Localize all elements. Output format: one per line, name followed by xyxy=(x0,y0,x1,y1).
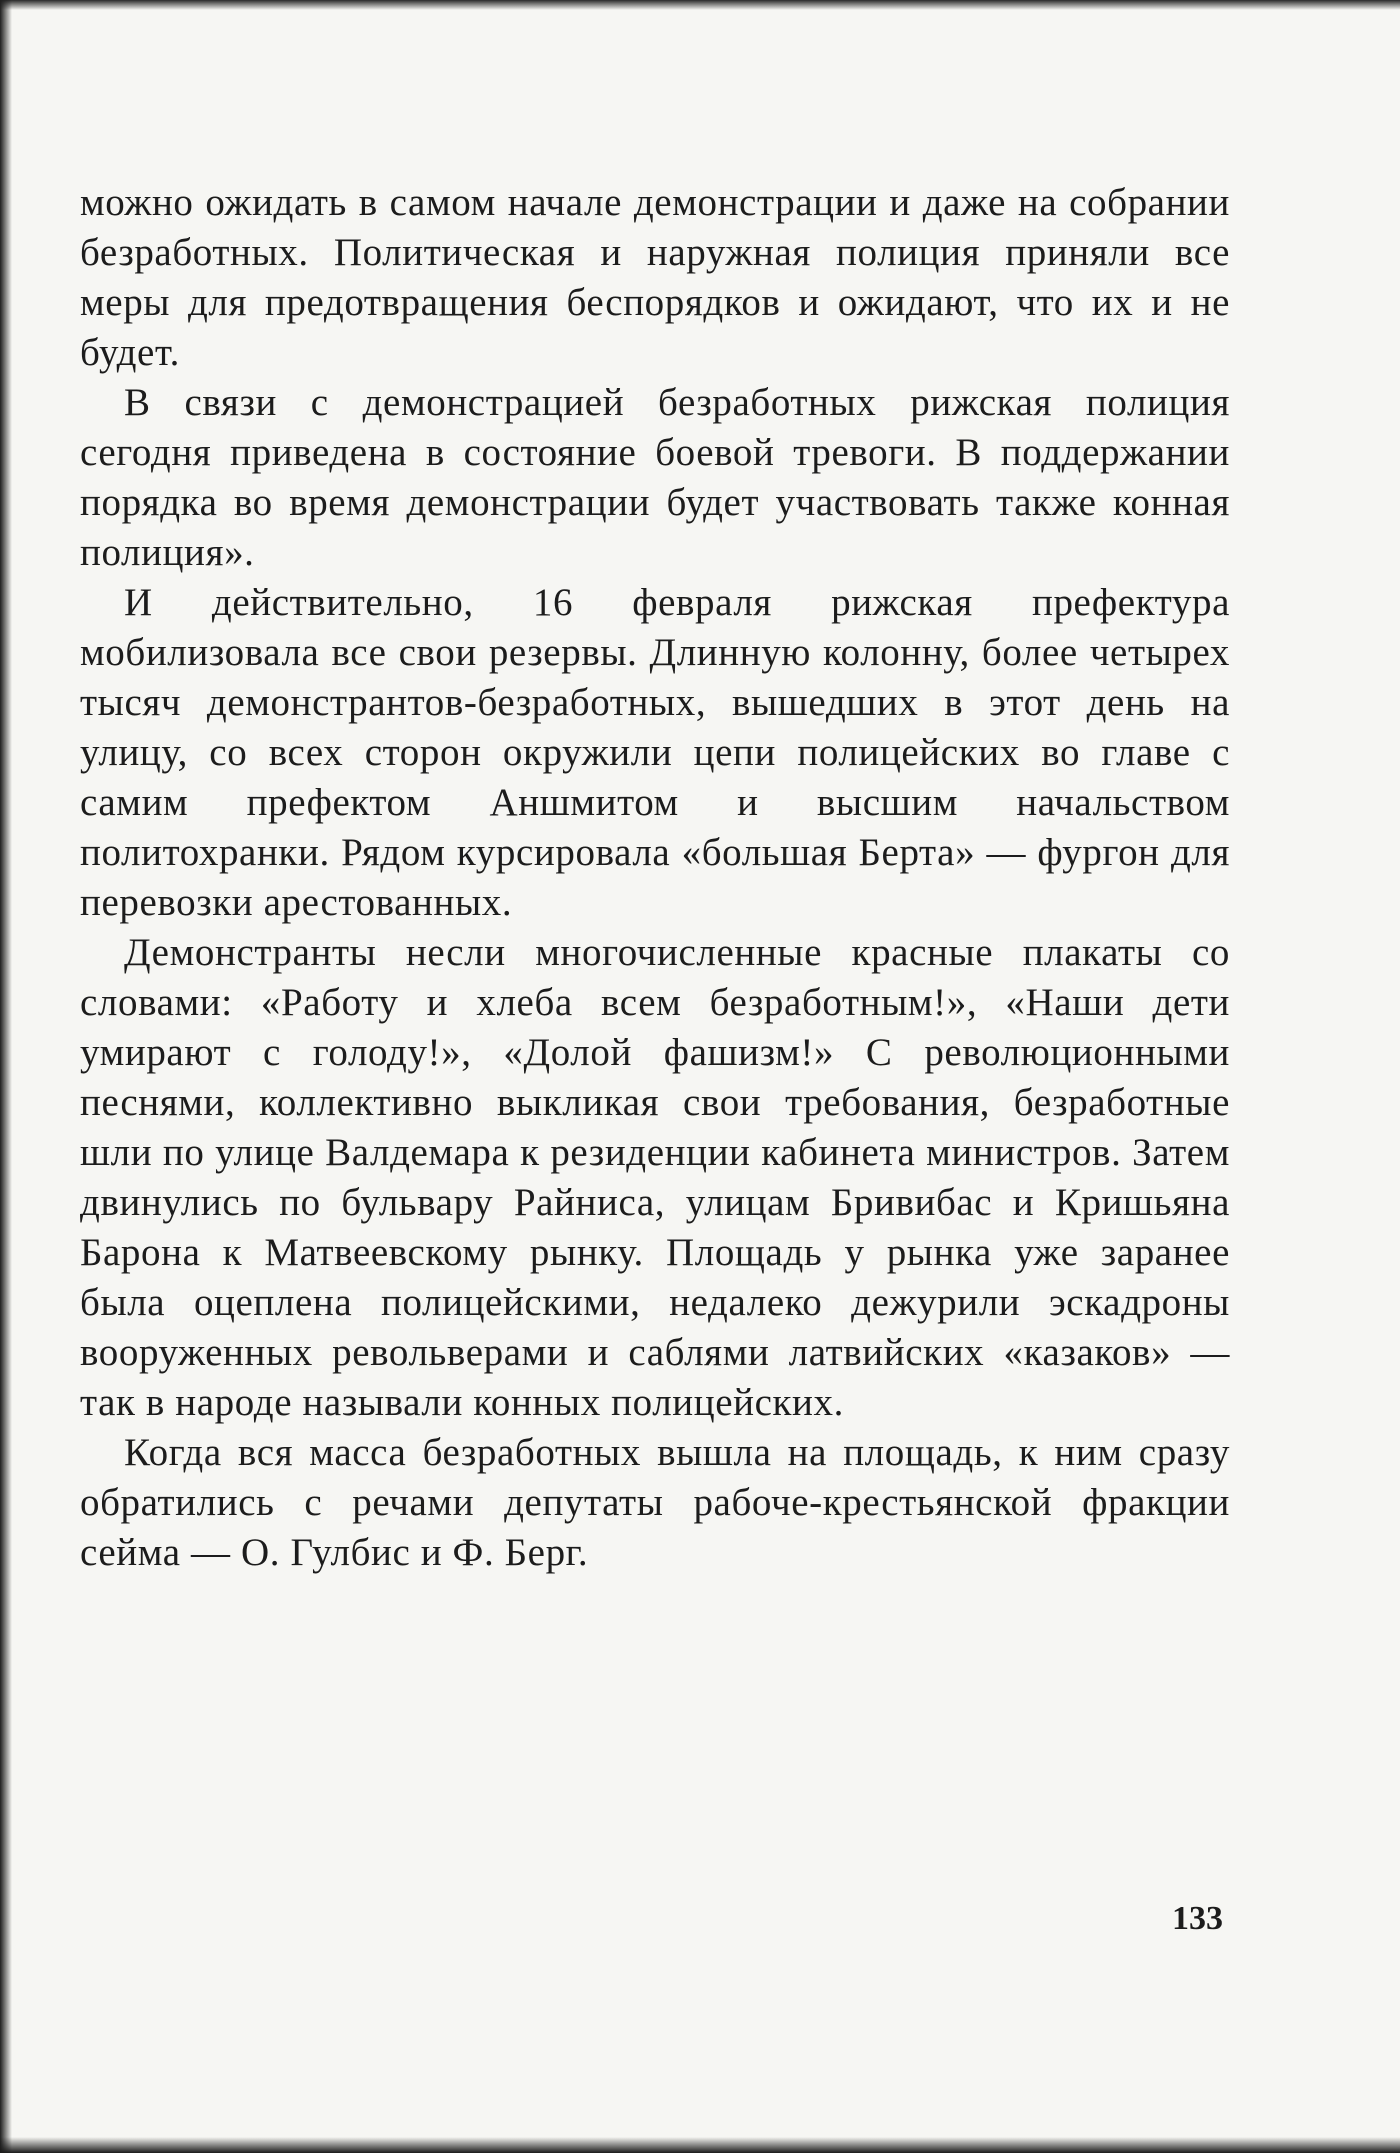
page-number: 133 xyxy=(1172,1900,1223,1937)
paragraph-3: И действительно, 16 февраля рижская префектура мобилизовала все свои резервы. Длинную колонну, более четырех тысяч демонстрантов-безработных, вышедших в этот день на улицу, со всех сторон окружили цепи полицейских во главе с самим префектом Аншмитом и высшим начальством политохранки. Рядом курсировала «большая Берта» — фургон для перевозки арестованных. xyxy=(80,581,1230,924)
scan-bottom-edge xyxy=(0,2137,1400,2153)
paragraph-2: В связи с демонстрацией безработных рижская полиция сегодня приведена в состояние боевой тревоги. В поддержании порядка во время демонстрации будет участвовать также конная полиция». xyxy=(80,381,1230,574)
scan-left-edge xyxy=(0,0,12,2153)
body-text xyxy=(80,178,1230,1578)
paragraph-1: можно ожидать в самом начале демонстрации и даже на собрании безработных. Политическая и наружная полиция приняли все меры для предотвращения беспорядков и ожидают, что их и не будет. xyxy=(80,181,1230,374)
paragraph-5: Когда вся масса безработных вышла на площадь, к ним сразу обратились с речами депутаты рабоче-крестьянской фракции сейма — О. Гулбис и Ф. Берг. xyxy=(80,1431,1230,1574)
paragraph-4: Демонстранты несли многочисленные красные плакаты со словами: «Работу и хлеба всем безработным!», «Наши дети умирают с голоду!», «Долой фашизм!» С революционными песнями, коллективно выкликая свои требования, безработные шли по улице Валдемара к резиденции кабинета министров. Затем двинулись по бульвару Райниса, улицам Бривибас и Кришьяна Барона к Матвеевскому рынку. Площадь у рынка уже заранее была оцеплена полицейскими, недалеко дежурили эскадроны вооруженных револьверами и саблями латвийских «казаков» — так в народе называли конных полицейских. xyxy=(80,931,1230,1424)
scan-top-edge xyxy=(0,0,1400,10)
